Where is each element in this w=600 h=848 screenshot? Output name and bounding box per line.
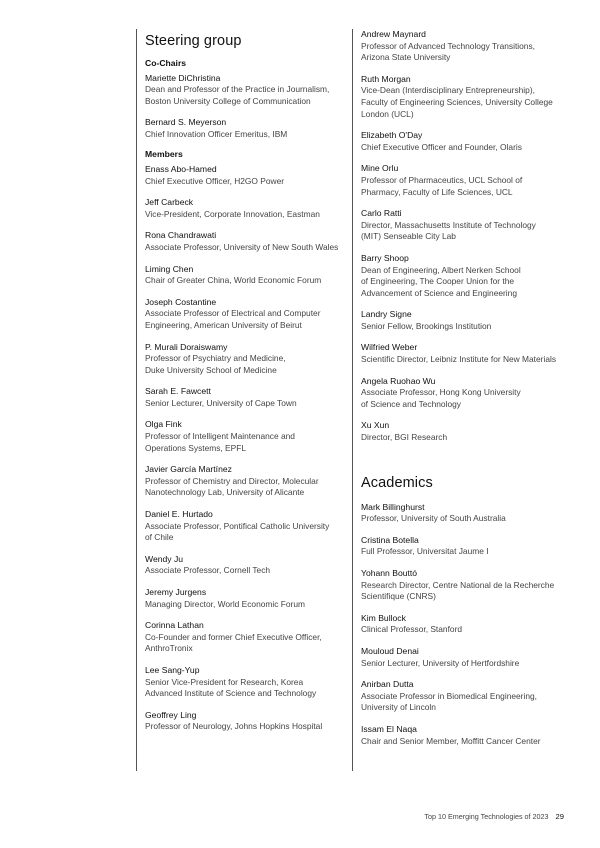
person-role-line: of Chile [145,532,174,543]
person-name: Anirban Dutta [361,679,414,690]
person-role-line: Vice-Dean (Interdisciplinary Entrepreneurship), [361,85,535,96]
person-entry [361,679,581,714]
person-role-line: Pharmacy, Faculty of Life Sciences, UCL [361,186,513,197]
right-column [352,29,581,771]
person-role-line: Scientific Director, Leibniz Institute for New Materials [361,354,557,365]
person-role-line: Chief Executive Officer and Founder, Olaris [361,141,522,152]
person-name: Wendy Ju [145,553,184,564]
person-entry [361,208,581,243]
person-entry [361,253,581,299]
person-role-line: Chair and Senior Member, Moffitt Cancer Center [361,735,541,746]
person-role-line: Professor, University of South Australia [361,513,506,524]
person-name: Liming Chen [145,263,194,274]
person-entry [145,73,355,108]
person-name: Yohann Bouttó [361,568,418,578]
person-entry [361,613,581,636]
person-name: Javier García Martínez [145,464,232,475]
person-role-line: Advancement of Science and Engineering [361,287,517,298]
person-role-line: University of Lincoln [361,702,436,713]
person-name: Jeremy Jurgens [145,587,207,597]
person-entry [145,665,355,700]
person-role-line: Senior Vice-President for Research, Korea [145,676,304,687]
person-name: Corinna Lathan [145,620,204,631]
person-role-line: Vice-President, Corporate Innovation, Eastman [145,208,320,219]
person-entry [145,342,355,377]
person-name: Cristina Botella [361,534,419,545]
person-entry [145,117,355,140]
person-role-line: Arizona State University [361,52,451,63]
person-role-line: of Science and Technology [361,398,461,409]
person-role-line: Professor of Psychiatry and Medicine, [145,353,286,364]
cochairs-label: Co-Chairs [145,58,187,68]
person-entry [145,164,355,187]
person-name: Elizabeth O'Day [361,130,423,141]
person-name: Bernard S. Meyerson [145,117,227,128]
academics-title: Academics [361,474,433,491]
members-list-continued [361,29,581,444]
person-entry [145,620,355,655]
person-name: Mine Orlu [361,163,399,174]
person-name: P. Murali Doraiswamy [145,341,228,352]
person-name: Barry Shoop [361,252,409,263]
person-role-line: Clinical Professor, Stanford [361,624,463,635]
person-role-line: Director, BGI Research [361,432,448,443]
person-role-line: Dean of Engineering, Albert Nerken School [361,264,521,275]
person-role-line: Co-Founder and former Chief Executive Officer, [145,631,322,642]
person-role-line: Associate Professor, University of New South Wales [145,241,339,252]
person-name: Lee Sang-Yup [145,664,200,675]
person-entry [361,376,581,411]
person-entry [361,535,581,558]
person-entry [145,419,355,454]
academics-list [361,502,581,748]
person-role-line: Associate Professor, Hong Kong University [361,387,521,398]
person-entry [361,309,581,332]
footer-publication: Top 10 Emerging Technologies of 2023 [424,812,549,821]
person-role-line: Operations Systems, EPFL [145,442,247,453]
person-role-line: Chief Executive Officer, H2GO Power [145,175,285,186]
person-role-line: Senior Lecturer, University of Cape Town [145,397,297,408]
person-role-line: Dean and Professor of the Practice in Journalism, [145,84,330,95]
person-entry [361,724,581,747]
person-entry [145,386,355,409]
person-name: Wilfried Weber [361,342,418,353]
person-role-line: Chief Innovation Officer Emeritus, IBM [145,128,288,139]
person-role-line: London (UCL) [361,108,414,119]
members-list [145,164,355,733]
person-name: Landry Signe [361,309,412,320]
person-entry [145,230,355,253]
person-entry [145,297,355,332]
person-entry [361,130,581,153]
person-role-line: Professor of Neurology, Johns Hopkins Hospital [145,721,323,732]
person-role-line: Faculty of Engineering Sciences, University College [361,96,553,107]
person-entry [145,197,355,220]
person-name: Ruth Morgan [361,73,411,84]
left-column [136,29,355,771]
person-role-line: Associate Professor in Biomedical Engineering, [361,690,537,701]
person-entry [361,502,581,525]
person-entry [145,509,355,544]
person-name: Joseph Costantine [145,296,217,307]
person-name: Sarah E. Fawcett [145,386,211,397]
person-role-line: Scientifique (CNRS) [361,591,436,602]
person-entry [361,420,581,443]
person-name: Mark Billinghurst [361,501,425,512]
person-name: Kim Bullock [361,612,406,623]
person-name: Angela Ruohao Wu [361,375,436,386]
person-role-line: Professor of Pharmaceutics, UCL School of [361,174,523,185]
person-role-line: Advanced Institute of Science and Technology [145,688,317,699]
person-name: Issam El Naqa [361,723,417,734]
person-name: Xu Xun [361,420,390,431]
members-label: Members [145,149,183,160]
person-role-line: AnthroTronix [145,643,193,654]
person-role-line: Director, Massachusetts Institute of Technology [361,219,536,230]
person-entry [145,464,355,499]
person-name: Mouloud Denai [361,645,419,656]
person-name: Andrew Maynard [361,29,426,39]
person-entry [145,710,355,733]
person-role-line: Professor of Chemistry and Director, Molecular [145,475,319,486]
person-role-line: Associate Professor, Pontifical Catholic University [145,520,330,531]
person-entry [361,568,581,603]
person-name: Carlo Ratti [361,208,402,219]
person-entry [145,554,355,577]
person-role-line: Duke University School of Medicine [145,364,277,375]
person-name: Daniel E. Hurtado [145,509,213,520]
person-role-line: Full Professor, Universitat Jaume I [361,546,489,557]
page-number: 29 [555,812,564,821]
person-role-line: Chair of Greater China, World Economic Forum [145,275,322,286]
person-role-line: Managing Director, World Economic Forum [145,598,305,609]
person-entry [145,587,355,610]
person-name: Geoffrey Ling [145,709,197,720]
person-name: Mariette DiChristina [145,72,221,83]
cochairs-list [145,73,355,141]
person-role-line: Engineering, American University of Beirut [145,319,302,330]
person-name: Rona Chandrawati [145,230,217,241]
page-footer [424,812,564,821]
person-role-line: Associate Professor, Cornell Tech [145,565,271,576]
person-entry [361,646,581,669]
person-name: Jeff Carbeck [145,197,194,208]
person-entry [145,264,355,287]
person-role-line: Professor of Advanced Technology Transitions, [361,40,535,51]
person-entry [361,342,581,365]
person-name: Enass Abo-Hamed [145,163,217,174]
person-role-line: of Engineering, The Cooper Union for the [361,276,515,287]
person-entry [361,163,581,198]
person-role-line: Associate Professor of Electrical and Computer [145,308,321,319]
person-role-line: Senior Lecturer, University of Hertfordshire [361,657,520,668]
person-name: Olga Fink [145,419,182,430]
steering-group-title: Steering group [145,33,242,49]
person-role-line: Nanotechnology Lab, University of Alicante [145,487,305,498]
person-entry [361,74,581,120]
person-entry [361,29,581,64]
person-role-line: Professor of Intelligent Maintenance and [145,431,295,442]
person-role-line: Boston University College of Communication [145,95,311,106]
person-role-line: Senior Fellow, Brookings Institution [361,320,492,331]
person-role-line: (MIT) Senseable City Lab [361,231,456,242]
person-role-line: Research Director, Centre National de la Recherche [361,579,555,590]
